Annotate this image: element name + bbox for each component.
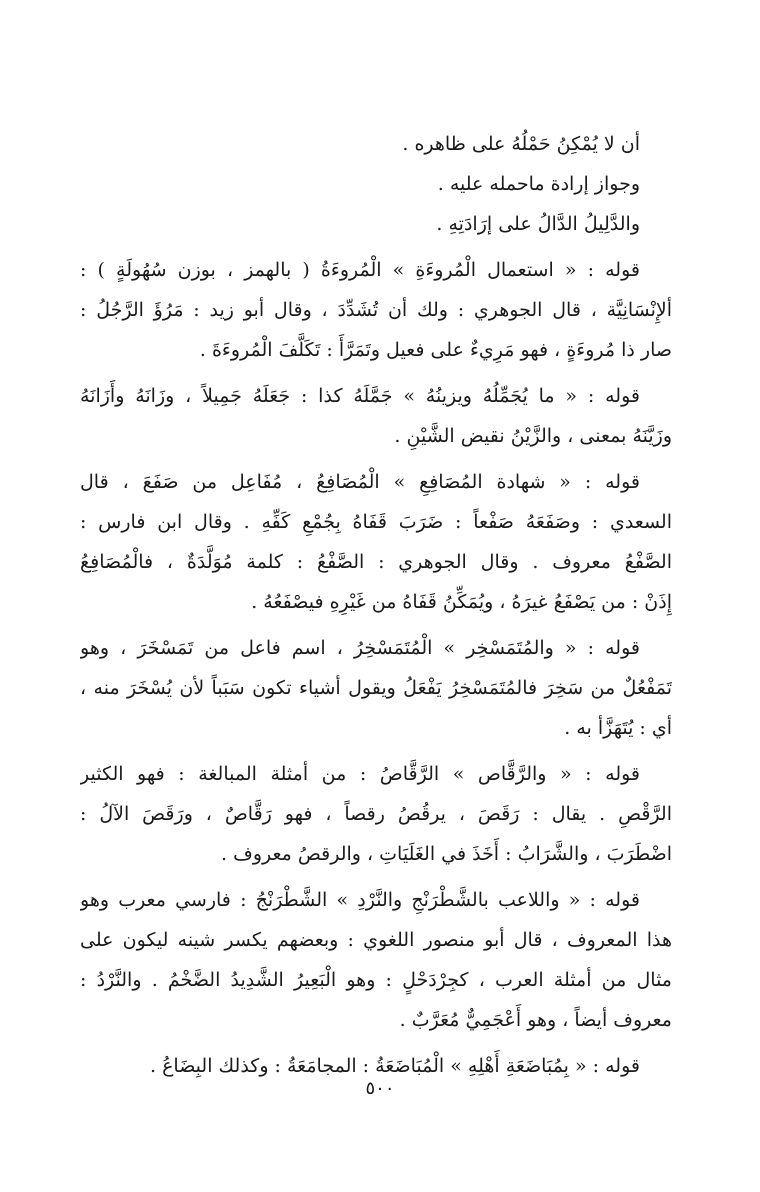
text-line: السعدي : وصَفَعَهُ صَفْعاً : ضَرَبَ قَفَاهُ بِجُمْعِ كَفِّهِ . وقال ابن فارس : — [80, 511, 672, 533]
text-line: ألإِنْسَانِيَّة ، قال الجوهري : ولك أن تُشَدِّدَ ، وقال أبو زيد : مَرُؤَ الرَّجُلُ : — [80, 299, 672, 321]
text-line: إِذَنْ : من يَصْفَعُ غيرَهُ ، ويُمَكِّنُ قَفَاهُ من غَيْرِهِ فيصْفَعُهُ . — [251, 591, 672, 613]
text-line: تَمَفْعُلٌ من سَخِرَ فالمُتَمَسْخِرُ يَفْعَلُ ويقول أشياء تكون سَبَباً لأن يُسْخَرَ منه ، — [80, 677, 672, 699]
entry-heading-line: قوله : « شهادة المُصَافِعِ » الْمُصَافِعُ ، مُفَاعِل من صَفَعَ ، قال — [80, 471, 640, 493]
text-line: وجواز إرادة ماحمله عليه . — [437, 173, 640, 195]
text-block — [80, 124, 672, 1086]
entry-heading-line: قوله : « والرَّقَّاص » الرَّقَّاصُ : من أمثلة المبالغة : فهو الكثير — [80, 763, 640, 785]
entry-heading-line: قوله : « والمُتَمَسْخِر » الْمُتَمَسْخِرُ ، اسم فاعل من تَمَسْخَرَ ، وهو — [80, 637, 640, 659]
text-line: أي : يُتَهَزَّأ به . — [564, 717, 672, 739]
entry-heading-line: قوله : « استعمال الْمُروءَةِ » الْمُروءَةُ ( بالهمز ، بوزن سُهُولَةٍ ) : — [80, 259, 640, 281]
text-line: الصَّفْعُ معروف . وقال الجوهري : الصَّفْعُ : كلمة مُوَلَّدَةٌ ، فالْمُصَافِعُ — [80, 551, 672, 573]
entry-heading-line: قوله : « واللاعب بالشَّطْرَنْجِ والنَّرْدِ » الشَّطْرَنْجُ : فارسي معرب وهو — [80, 889, 640, 911]
text-line: صار ذا مُروءَةٍ ، فهو مَرِيءٌ على فعيل وتَمَرَّأَ : تَكَلَّفَ الْمُروءَةَ . — [199, 339, 672, 361]
text-line: وزَيَّنَهُ بمعنى ، والزَّيْنُ نقيض الشَّيْنِ . — [394, 425, 672, 447]
entry-heading-line: قوله : « بِمُبَاضَعَةِ أَهْلِهِ » الْمُبَاضَعَةُ : المجامَعَةُ : وكذلك البِضَاعُ . — [150, 1055, 640, 1077]
entry-heading-line: قوله : « ما يُجَمِّلُهُ ويزينُهُ » جَمَّلَهُ كذا : جَعَلَهُ جَمِيلاً ، وزَانَهُ وأَزَانَهُ — [80, 385, 640, 407]
text-line: والدَّلِيلُ الدَّالُ على إرَادَتِهِ . — [436, 213, 640, 235]
text-line: الرَّقْصِ . يقال : رَقَصَ ، يرقُصُ رقصاً ، فهو رَقَّاصٌ ، ورَقَصَ الآلُ : — [80, 803, 672, 825]
text-line: هذا المعروف ، قال أبو منصور اللغوي : وبعضهم يكسر شينه ليكون على — [80, 929, 672, 951]
text-line: معروف أيضاً ، وهو أَعْجَمِيٌّ مُعَرَّبٌ . — [399, 1009, 672, 1031]
text-line: أن لا يُمْكِنُ حَمْلُهُ على ظاهره . — [402, 133, 640, 155]
text-line: مثال من أمثلة العرب ، كجِرْدَحْلٍ : وهو الْبَعِيرُ الشَّدِيدُ الضَّخْمُ . والنَّرْدُ : — [80, 969, 672, 991]
text-line: اضْطَرَبَ ، والشَّرَابُ : أَخَذَ في الغَلَيَاتِ ، والرقصُ معروف . — [221, 843, 672, 865]
page-number: ٥٠٠ — [365, 1078, 395, 1099]
